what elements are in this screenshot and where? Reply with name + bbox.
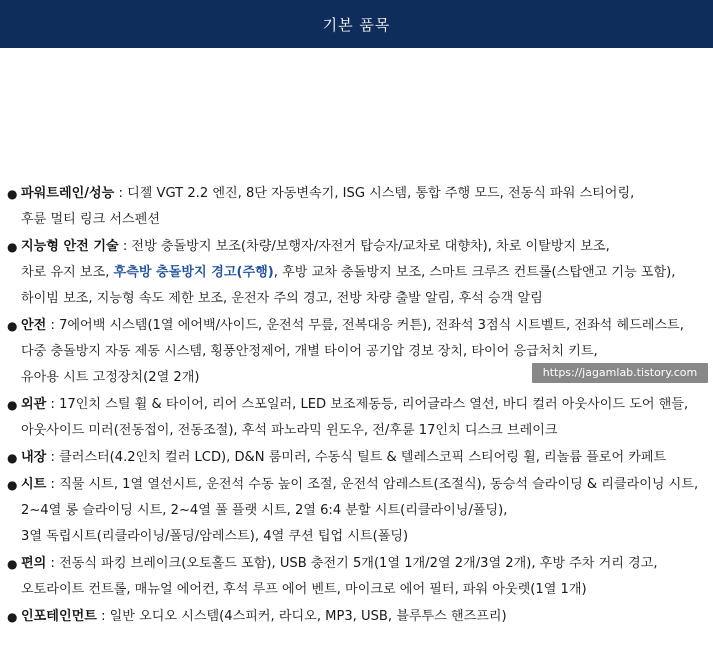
spec-text: 전동식 파킹 브레이크(오토홀드 포함), USB 충전기 5개(1열 1개/2열 2개/3열 2개), 후방 주차 거리 경고, bbox=[59, 556, 658, 571]
spec-line bbox=[21, 313, 705, 339]
spec-item-convenience bbox=[0, 551, 713, 603]
spec-label: 시트 bbox=[21, 477, 47, 492]
spec-line: 하이빔 보조, 지능형 속도 제한 보조, 운전자 주의 경고, 전방 차량 출발 알림, 후석 승객 알림 bbox=[21, 291, 543, 306]
bullet-icon: ● bbox=[7, 319, 18, 333]
spec-line: 오토라이트 컨트롤, 매뉴얼 에어컨, 후석 루프 에어 벤트, 마이크로 에어 필터, 파워 아웃렛(1열 1개) bbox=[21, 582, 587, 597]
spec-text: 7에어백 시스템(1열 에어백/사이드, 운전석 무릎, 전복대응 커튼), 전좌석 3점식 시트벨트, 전좌석 헤드레스트, bbox=[59, 318, 684, 333]
separator: : bbox=[46, 450, 60, 465]
spec-text: 일반 오디오 시스템(4스피커, 라디오, MP3, USB, 블루투스 핸즈프리) bbox=[109, 609, 507, 624]
bullet-icon: ● bbox=[7, 610, 18, 624]
spec-line: 2~4열 롱 슬라이딩 시트, 2~4열 풀 플랫 시트, 2열 6:4 분할 시트(리클라이닝/폴딩), bbox=[21, 503, 508, 518]
section-title: 기본 품목 bbox=[322, 15, 391, 34]
spec-line: 아웃사이드 미러(전동접이, 전동조절), 후석 파노라믹 윈도우, 전/후륜 17인치 디스크 브레이크 bbox=[21, 423, 558, 438]
spec-line bbox=[21, 551, 705, 577]
separator: : bbox=[96, 609, 110, 624]
spec-item-safety-tech bbox=[0, 234, 713, 312]
spec-line bbox=[21, 234, 705, 260]
separator: : bbox=[46, 556, 60, 571]
spec-list bbox=[0, 181, 713, 631]
spec-label: 안전 bbox=[21, 318, 47, 333]
spec-label: 내장 bbox=[21, 450, 47, 465]
spec-item-exterior bbox=[0, 392, 713, 444]
spec-item-infotainment bbox=[0, 604, 713, 630]
spec-text: 차로 유지 보조, bbox=[21, 265, 114, 280]
spec-text: 17인치 스틸 휠 & 타이어, 리어 스포일러, LED 보조제동등, 리어글라스 열선, 바디 컬러 아웃사이드 도어 핸들, bbox=[59, 397, 689, 412]
spec-line: 유아용 시트 고정장치(2열 2개) bbox=[21, 370, 200, 385]
bullet-icon: ● bbox=[7, 451, 18, 465]
spec-text: 전방 충돌방지 보조(차량/보행자/자전거 탑승자/교차로 대향차), 차로 이탈방지 보조, bbox=[131, 239, 610, 254]
spec-text: 직물 시트, 1열 열선시트, 운전석 수동 높이 조절, 운전석 암레스트(조절식), 동승석 슬라이딩 & 리클라이닝 시트, bbox=[59, 477, 699, 492]
bullet-icon: ● bbox=[7, 187, 18, 201]
watermark-url: https://jagamlab.tistory.com bbox=[532, 363, 708, 383]
spec-line: 후륜 멀티 링크 서스펜션 bbox=[21, 212, 160, 227]
spec-line bbox=[21, 604, 705, 630]
separator: : bbox=[46, 397, 60, 412]
spec-item-interior bbox=[0, 445, 713, 471]
spec-line bbox=[21, 260, 705, 286]
spec-label: 인포테인먼트 bbox=[21, 609, 97, 624]
spec-label: 외관 bbox=[21, 397, 47, 412]
spec-item-powertrain bbox=[0, 181, 713, 233]
spec-line: 3열 독립시트(리클라이닝/폴딩/암레스트), 4열 쿠션 팁업 시트(폴딩) bbox=[21, 529, 409, 544]
spec-line: 다중 충돌방지 자동 제동 시스템, 횡풍안정제어, 개별 타이어 공기압 경보 장치, 타이어 응급처치 키트, bbox=[21, 344, 598, 359]
spec-line bbox=[21, 445, 705, 471]
bullet-icon: ● bbox=[7, 557, 18, 571]
spec-label: 파워트레인/성능 bbox=[21, 186, 115, 201]
spec-item-seats bbox=[0, 472, 713, 550]
separator: : bbox=[118, 239, 132, 254]
bullet-icon: ● bbox=[7, 398, 18, 412]
section-header bbox=[0, 0, 713, 48]
separator: : bbox=[114, 186, 128, 201]
spec-label: 지능형 안전 기술 bbox=[21, 239, 119, 254]
spec-line bbox=[21, 472, 705, 498]
spec-line bbox=[21, 392, 705, 418]
spec-text: 디젤 VGT 2.2 엔진, 8단 자동변속기, ISG 시스템, 통합 주행 모드, 전동식 파워 스티어링, bbox=[127, 186, 635, 201]
separator: : bbox=[46, 318, 60, 333]
bullet-icon: ● bbox=[7, 478, 18, 492]
spec-text: , 후방 교차 충돌방지 보조, 스마트 크루즈 컨트롤(스탑앤고 기능 포함), bbox=[273, 265, 676, 280]
separator: : bbox=[46, 477, 60, 492]
highlighted-feature: 후측방 충돌방지 경고(주행) bbox=[113, 265, 274, 280]
spec-label: 편의 bbox=[21, 556, 47, 571]
bullet-icon: ● bbox=[7, 240, 18, 254]
spec-line bbox=[21, 181, 705, 207]
spec-text: 클러스터(4.2인치 컬러 LCD), D&N 룸미러, 수동식 틸트 & 텔레스코픽 스티어링 휠, 리놀륨 플로어 카페트 bbox=[59, 450, 667, 465]
